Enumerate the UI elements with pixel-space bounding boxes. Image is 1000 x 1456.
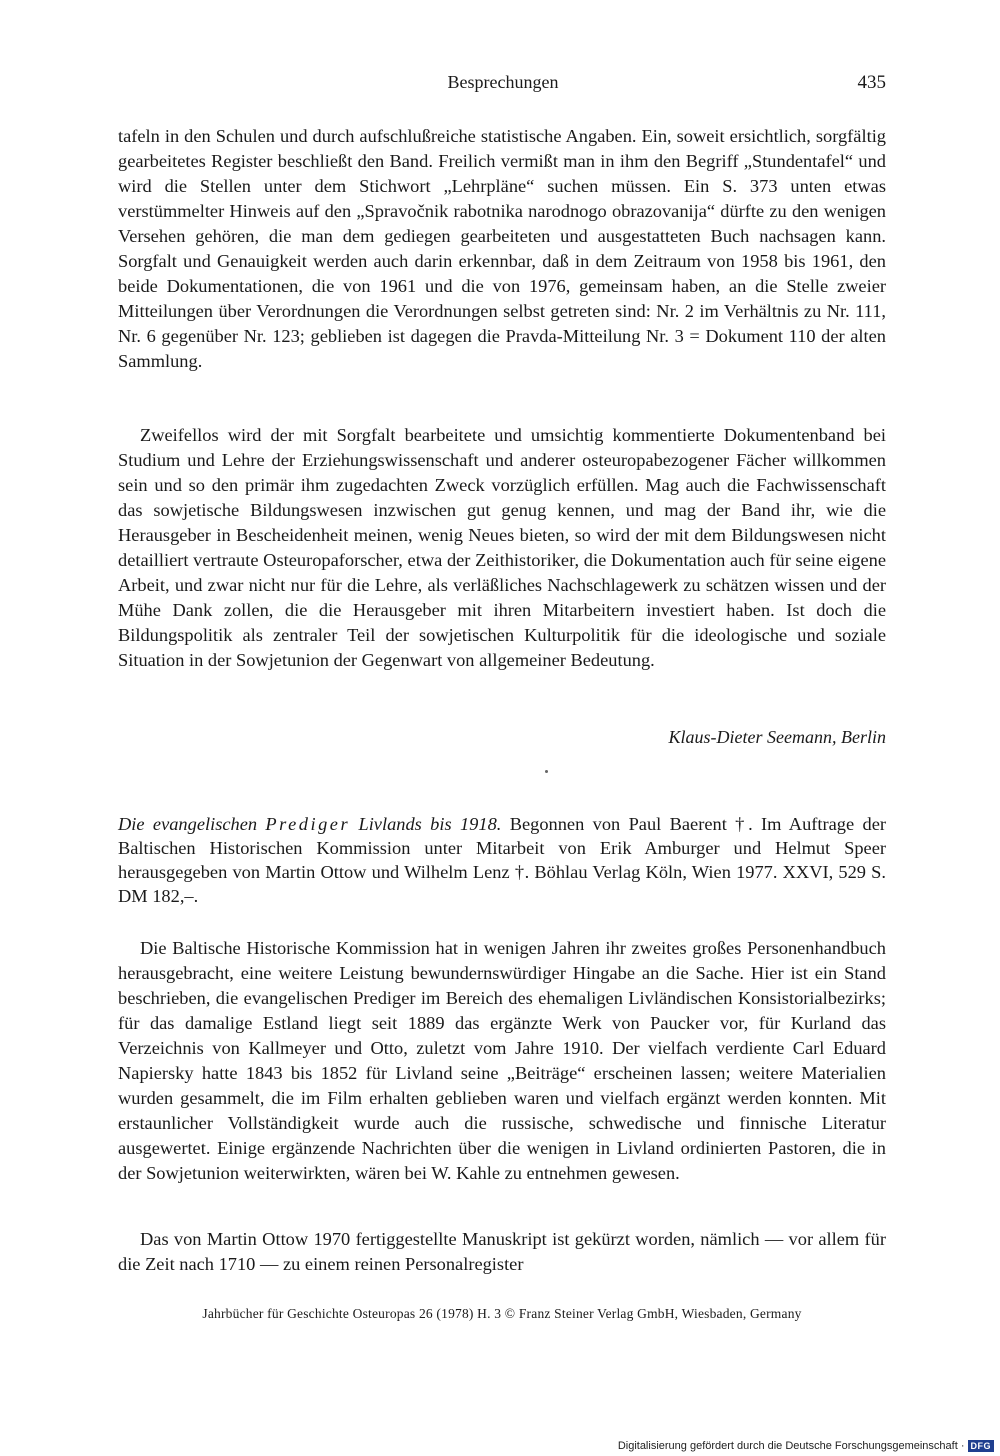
review-1-paragraph-2 — [118, 423, 886, 673]
bib-details: Begonnen von Paul Baerent †. Im Auftrage der Baltischen Historischen Kommission unter Mitarbeit von Erik Amburger und Helmut Speer herausgegeben von Martin Ottow und Wilhelm Lenz †. Böhlau Verlag Köln, Wien 1977. XXVI, 529 S. DM 182,–. — [118, 814, 886, 906]
paragraph-text: Die Baltische Historische Kommission hat in wenigen Jahren ihr zweites großes Personenhandbuch herausgebracht, eine weitere Leistung bewundernswürdiger Hingabe an die Sache. Hier ist ein Stand beschrieben, die evangelischen Prediger im Bereich des ehemaligen Livländischen Konsistorialbezirks; für das damalige Estland liegt seit 1889 das ergänzte Werk von Paucker vor, für Kurland das Verzeichnis von Kallmeyer und Otto, zuletzt vom Jahre 1910. Der vielfach verdiente Carl Eduard Napiersky hatte 1843 bis 1852 für Livland seine „Beiträge“ erscheinen lassen; weitere Materialien wurden gesammelt, die im Film erhalten geblieben waren und vielfach ergänzt werden konnten. Mit erstaunlicher Vollständigkeit wurde auch die russische, schwedische und finnische Literatur ausgewertet. Einige ergänzende Nachrichten über die wenigen in Livland ordinierten Pastoren, die in der Sowjetunion weiterwirkten, wären bei W. Kahle zu entnehmen gewesen. — [118, 938, 886, 1183]
book-title-part: Die evangelischen — [118, 814, 266, 834]
review-2-paragraph-2 — [118, 1227, 886, 1277]
book-title-part: Livlands bis 1918. — [350, 814, 502, 834]
paragraph-text: Zweifellos wird der mit Sorgfalt bearbeitete und umsichtig kommentierte Dokumentenband bei Studium und Lehre der Erziehungswissenschaft und anderer osteuropabezogener Fächer willkommen sein und so den primär ihm zugedachten Zweck vorzüglich erfüllen. Mag auch die Fachwissenschaft das sowjetische Bildungswesen inzwischen gut genug kennen, und mag der Band ihr, wie die Herausgeber in Bescheidenheit meinen, wenig Neues bieten, so wird der mit dem Bildungswesen nicht detailliert vertraute Osteuropaforscher, etwa der Zeithistoriker, die Dokumentation auch für seine eigene Arbeit, und zwar nicht nur für die Lehre, als verläßliches Nachschlagewerk zu schätzen wissen und der Mühe Dank zollen, die die Herausgeber mit ihren Mitarbeitern investiert haben. Ist doch die Bildungspolitik als zentraler Teil der sowjetischen Kulturpolitik für die ideologische und soziale Situation in der Sowjetunion der Gegenwart von allgemeiner Bedeutung. — [118, 425, 886, 670]
book-title-spaced: Prediger — [265, 814, 351, 834]
section-separator — [545, 770, 548, 773]
running-title: Besprechungen — [447, 72, 559, 92]
paragraph-text: Das von Martin Ottow 1970 fertiggestellte Manuskript ist gekürzt worden, nämlich — vor allem für die Zeit nach 1710 — zu einem reinen Personalregister — [118, 1229, 886, 1274]
running-head — [118, 72, 888, 102]
page-number: 435 — [857, 72, 886, 93]
digitization-notice — [618, 1440, 994, 1452]
journal-footer: Jahrbücher für Geschichte Osteuropas 26 (1978) H. 3 © Franz Steiner Verlag GmbH, Wiesbaden, Germany — [202, 1306, 802, 1321]
digitization-text: Digitalisierung gefördert durch die Deutsche Forschungsgemeinschaft · — [617, 1440, 965, 1452]
paragraph-text: tafeln in den Schulen und durch aufschlußreiche statistische Angaben. Ein, soweit ersichtlich, sorgfältig gearbeitetes Register beschließt den Band. Freilich vermißt man in ihm den Begriff „Stundentafel“ und wird die Stellen unter dem Stichwort „Lehrpläne“ suchen müssen. Ein S. 373 unten etwas verstümmelter Hinweis auf den „Spravočnik rabotnika narodnogo obrazovanija“ dürfte zu den wenigen Versehen gehören, die man dem gediegen gearbeiteten und ausgestatteten Buch nachsagen kann. Sorgfalt und Genauigkeit werden auch darin erkennbar, daß in dem Zeitraum von 1958 bis 1961, den beide Dokumentationen, die von 1961 und die von 1976, gemeinsam haben, an die Stelle zweier Mitteilungen über Verordnungen die Verordnungen selbst getreten sind: Nr. 2 im Verhältnis zu Nr. 111, Nr. 6 gegenüber Nr. 123; geblieben ist dagegen die Pravda-Mitteilung Nr. 3 = Dokument 110 der alten Sammlung. — [118, 126, 886, 371]
bibliographic-entry — [118, 812, 886, 908]
reviewer-signature: Klaus-Dieter Seemann, Berlin — [668, 727, 886, 747]
review-2-paragraph-1 — [118, 936, 886, 1186]
dfg-logo: DFG — [968, 1440, 995, 1452]
review-1-paragraph-1 — [118, 124, 886, 374]
